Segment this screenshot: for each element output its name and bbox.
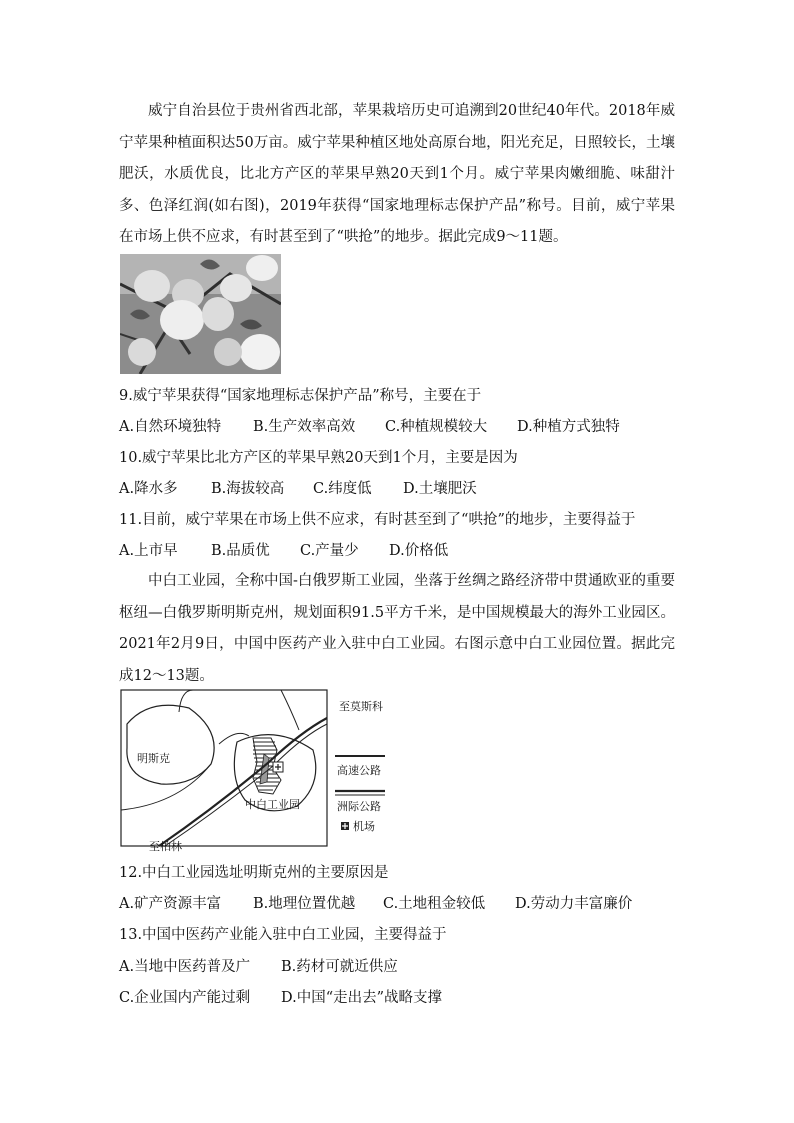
- q12-option-c[interactable]: C.土地租金较低: [383, 896, 486, 912]
- question-9-stem: 9.威宁苹果获得“国家地理标志保护产品”称号，主要在于: [119, 388, 482, 404]
- legend-highway-label: 高速公路: [337, 764, 381, 777]
- q9-option-a[interactable]: A.自然环境独特: [119, 419, 222, 435]
- map-label-minsk: 明斯克: [137, 752, 170, 765]
- legend-airport-label: 机场: [353, 820, 375, 833]
- q13-option-b[interactable]: B.药材可就近供应: [281, 959, 398, 975]
- q10-option-b[interactable]: B.海拔较高: [211, 481, 285, 497]
- q13-option-c[interactable]: C.企业国内产能过剩: [119, 990, 251, 1006]
- q10-option-d[interactable]: D.土壤肥沃: [403, 481, 477, 497]
- q11-option-a[interactable]: A.上市早: [119, 543, 178, 559]
- q11-option-b[interactable]: B.品质优: [211, 543, 270, 559]
- map-label-park: 中白工业园: [245, 798, 300, 811]
- question-13-stem: 13.中国中医药产业能入驻中白工业园，主要得益于: [119, 927, 447, 943]
- q10-option-a[interactable]: A.降水多: [119, 481, 178, 497]
- question-12-stem: 12.中白工业园选址明斯克州的主要原因是: [119, 865, 389, 881]
- park-location-map: [119, 688, 391, 852]
- q12-option-d[interactable]: D.劳动力丰富廉价: [515, 896, 633, 912]
- question-10-stem: 10.威宁苹果比北方产区的苹果早熟20天到1个月，主要是因为: [119, 450, 518, 466]
- q11-option-c[interactable]: C.产量少: [300, 543, 359, 559]
- q11-option-d[interactable]: D.价格低: [389, 543, 449, 559]
- map-label-to-moscow: 至莫斯科: [339, 700, 383, 713]
- q13-option-d[interactable]: D.中国“走出去”战略支撑: [281, 990, 443, 1006]
- q12-option-a[interactable]: A.矿产资源丰富: [119, 896, 222, 912]
- q10-option-c[interactable]: C.纬度低: [313, 481, 372, 497]
- q9-option-d[interactable]: D.种植方式独特: [517, 419, 620, 435]
- map-label-to-berlin: 至柏林: [149, 840, 182, 852]
- question-11-stem: 11.目前，威宁苹果在市场上供不应求，有时甚至到了“哄抢”的地步，主要得益于: [119, 512, 636, 528]
- legend-intl-road-label: 洲际公路: [337, 800, 381, 813]
- q12-option-b[interactable]: B.地理位置优越: [253, 896, 356, 912]
- passage-industrial-park: 中白工业园，全称中国-白俄罗斯工业园，坐落于丝绸之路经济带中贯通欧亚的重要枢纽—白俄罗斯明斯克州，规划面积91.5平方千米，是中国规模最大的海外工业园区。2021年2月9日，中国中医药产业入驻中白工业园。右图示意中白工业园位置。据此完成12～13题。: [119, 573, 675, 684]
- q9-option-b[interactable]: B.生产效率高效: [253, 419, 356, 435]
- passage-apple: 威宁自治县位于贵州省西北部，苹果栽培历史可追溯到20世纪40年代。2018年威宁苹果种植面积达50万亩。威宁苹果种植区地处高原台地，阳光充足，日照较长，土壤肥沃，水质优良，比北方产区的苹果早熟20天到1个月。威宁苹果肉嫩细脆、味甜汁多、色泽红润(如右图)，2019年获得“国家地理标志保护产品”称号。目前，威宁苹果在市场上供不应求，有时甚至到了“哄抢”的地步。据此完成9～11题。: [119, 103, 675, 245]
- q9-option-c[interactable]: C.种植规模较大: [385, 419, 488, 435]
- q13-option-a[interactable]: A.当地中医药普及广: [119, 959, 251, 975]
- apple-photo: [120, 254, 281, 374]
